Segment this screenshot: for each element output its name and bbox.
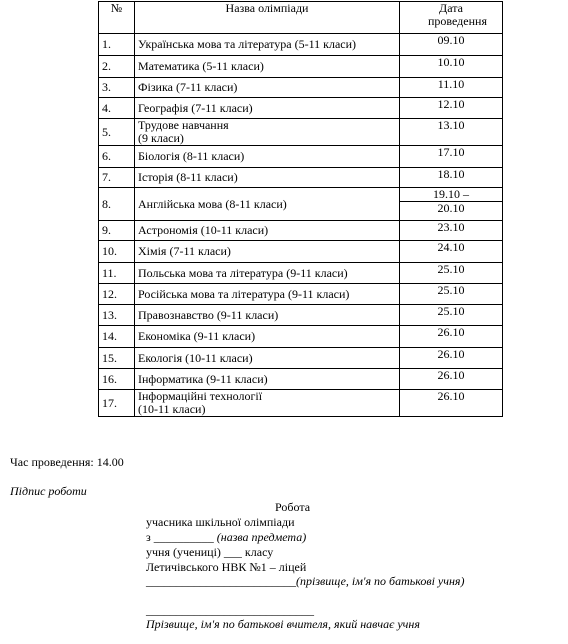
row-number: 5.: [99, 119, 135, 146]
row-number: 7.: [99, 168, 135, 188]
olympiad-name: Правознавство (9-11 класи): [135, 305, 400, 326]
student-blank: _________________________: [146, 574, 296, 588]
student-hint: (прізвище, ім'я по батькові учня): [296, 574, 465, 588]
table-row: [99, 284, 503, 305]
row-number: 11.: [99, 263, 135, 284]
work-subject-line: [146, 530, 306, 544]
row-number: 14.: [99, 326, 135, 348]
row-number: 17.: [99, 390, 135, 417]
table-row: [99, 168, 503, 188]
row-number: 15.: [99, 348, 135, 369]
olympiad-name: Математика (5-11 класи): [135, 56, 400, 78]
table-row: [99, 305, 503, 326]
olympiad-name: [135, 390, 400, 417]
olympiad-name-line: Трудове навчання: [138, 118, 229, 132]
olympiad-date: 13.10: [400, 119, 503, 146]
header-name: Назва олімпіади: [135, 2, 400, 34]
table-row: [99, 390, 503, 417]
olympiad-name: Фізика (7-11 класи): [135, 78, 400, 98]
olympiad-date: 24.10: [400, 241, 503, 263]
olympiad-name-line: Інформаційні технології: [138, 389, 263, 403]
olympiad-name: [135, 119, 400, 146]
olympiad-date: 25.10: [400, 284, 503, 305]
olympiad-date: 18.10: [400, 168, 503, 188]
table-row: [99, 263, 503, 284]
olympiad-table: [98, 1, 503, 417]
row-number: 3.: [99, 78, 135, 98]
olympiad-name: Астрономія (10-11 класи): [135, 221, 400, 241]
olympiad-date: 23.10: [400, 221, 503, 241]
olympiad-date: 09.10: [400, 34, 503, 56]
subject-blank: з __________: [146, 530, 214, 544]
olympiad-name: Біологія (8-11 класи): [135, 146, 400, 168]
subject-hint: (назва предмета): [216, 530, 307, 544]
olympiad-name: Економіка (9-11 класи): [135, 326, 400, 348]
olympiad-name: Українська мова та література (5-11 класи): [135, 34, 400, 56]
olympiad-date: 17.10: [400, 146, 503, 168]
row-number: 1.: [99, 34, 135, 56]
table-row: [99, 146, 503, 168]
table-row: [99, 56, 503, 78]
teacher-hint: Прізвище, ім'я по батькові вчителя, який навчає учня: [146, 617, 420, 631]
row-number: 10.: [99, 241, 135, 263]
table-row: [99, 188, 503, 221]
olympiad-name: Екологія (10-11 класи): [135, 348, 400, 369]
olympiad-date: 11.10: [400, 78, 503, 98]
olympiad-name: Хімія (7-11 класи): [135, 241, 400, 263]
header-date: Дата проведення: [400, 2, 503, 34]
olympiad-date: 10.10: [400, 56, 503, 78]
olympiad-name-line: (9 класи): [138, 131, 184, 145]
olympiad-date: 26.10: [400, 369, 503, 390]
table-row: [99, 78, 503, 98]
time-line: Час проведення: 14.00: [10, 455, 124, 469]
olympiad-name-line: (10-11 класи): [138, 402, 206, 416]
table-row: [99, 119, 503, 146]
work-participant: учасника шкільної олімпіади: [146, 515, 295, 529]
work-student-line: [146, 574, 464, 588]
olympiad-name: Англійська мова (8-11 класи): [135, 188, 400, 221]
teacher-blank: ____________________________: [146, 603, 314, 617]
date-end: 20.10: [437, 201, 465, 215]
row-number: 16.: [99, 369, 135, 390]
table-row: [99, 241, 503, 263]
olympiad-date: [400, 188, 503, 221]
olympiad-name: Інформатика (9-11 класи): [135, 369, 400, 390]
table-row: [99, 348, 503, 369]
row-number: 4.: [99, 98, 135, 119]
row-number: 2.: [99, 56, 135, 78]
olympiad-name: Польська мова та література (9-11 класи): [135, 263, 400, 284]
olympiad-date: 25.10: [400, 263, 503, 284]
date-start: 19.10 –: [400, 188, 502, 202]
header-number: №: [99, 2, 135, 34]
olympiad-date: 25.10: [400, 305, 503, 326]
row-number: 6.: [99, 146, 135, 168]
table-row: [99, 34, 503, 56]
row-number: 13.: [99, 305, 135, 326]
olympiad-name: Російська мова та література (9-11 класи): [135, 284, 400, 305]
table-header-row: [99, 2, 503, 34]
olympiad-date: 26.10: [400, 390, 503, 417]
work-class-line: учня (учениці) ___ класу: [146, 545, 274, 559]
work-school: Летичівського НВК №1 – ліцей: [146, 560, 307, 574]
olympiad-name: Географія (7-11 класи): [135, 98, 400, 119]
row-number: 12.: [99, 284, 135, 305]
signature-label: Підпис роботи: [10, 484, 87, 498]
olympiad-date: 26.10: [400, 326, 503, 348]
olympiad-name: Історія (8-11 класи): [135, 168, 400, 188]
table-row: [99, 98, 503, 119]
table-row: [99, 221, 503, 241]
row-number: 9.: [99, 221, 135, 241]
olympiad-date: 26.10: [400, 348, 503, 369]
row-number: 8.: [99, 188, 135, 221]
olympiad-date: 12.10: [400, 98, 503, 119]
table-row: [99, 369, 503, 390]
table-row: [99, 326, 503, 348]
work-title: Робота: [275, 500, 311, 514]
